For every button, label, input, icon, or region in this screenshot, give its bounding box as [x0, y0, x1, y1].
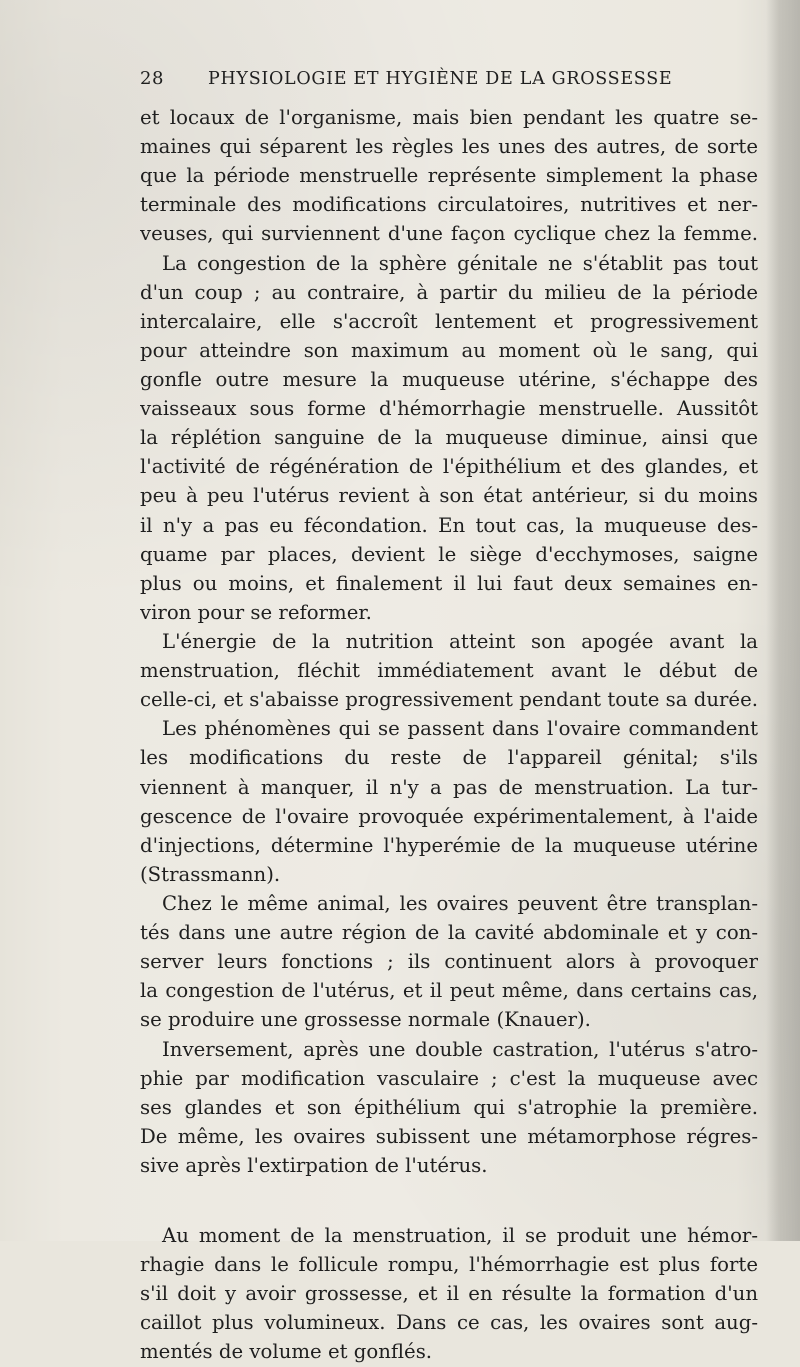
text-line: veuses, qui surviennent d'une façon cyclique chez la femme. — [140, 222, 758, 246]
text-line: viennent à manquer, il n'y a pas de menstruation. La tur- — [140, 775, 758, 799]
text-line: plus ou moins, et finalement il lui faut deux semaines en- — [140, 571, 758, 595]
text-line: rhagie dans le follicule rompu, l'hémorrhagie est plus forte — [140, 1253, 758, 1277]
paragraph-gap — [140, 1180, 758, 1221]
text-line: viron pour se reformer. — [140, 600, 372, 624]
text-line: ses glandes et son épithélium qui s'atrophie la première. — [140, 1095, 758, 1119]
text-line: terminale des modifications circulatoires, nutritives et ner- — [140, 193, 758, 217]
text-line: la réplétion sanguine de la muqueuse diminue, ainsi que — [140, 426, 758, 450]
text-line: celle-ci, et s'abaisse progressivement pendant toute sa durée. — [140, 688, 758, 712]
text-line: la congestion de l'utérus, et il peut même, dans certains cas, — [140, 979, 758, 1003]
paragraph — [140, 889, 758, 1035]
text-line: peu à peu l'utérus revient à son état antérieur, si du moins — [140, 484, 758, 508]
text-line: d'injections, détermine l'hyperémie de la muqueuse utérine — [140, 833, 758, 857]
text-line: d'un coup ; au contraire, à partir du milieu de la période — [140, 280, 758, 304]
text-line: et locaux de l'organisme, mais bien pendant les quatre se- — [140, 106, 758, 129]
page-number: 28 — [140, 68, 164, 89]
text-line: Les phénomènes qui se passent dans l'ovaire commandent — [162, 717, 758, 741]
text-line: mentés de volume et gonflés. — [140, 1340, 433, 1364]
text-line: que la période menstruelle représente simplement la phase — [140, 164, 758, 188]
text-line: Chez le même animal, les ovaires peuvent être transplan- — [162, 891, 758, 915]
text-line: Inversement, après une double castration, l'utérus s'atro- — [162, 1037, 758, 1061]
paragraph — [140, 714, 758, 889]
paragraph — [140, 627, 758, 714]
text-line: sive après l'extirpation de l'utérus. — [140, 1153, 488, 1177]
text-line: gonfle outre mesure la muqueuse utérine, s'échappe des — [140, 367, 758, 391]
text-line: L'énergie de la nutrition atteint son apogée avant la — [162, 629, 758, 653]
text-line: De même, les ovaires subissent une métamorphose régres- — [140, 1124, 758, 1148]
text-line: il n'y a pas eu fécondation. En tout cas, la muqueuse des- — [140, 513, 758, 537]
text-line: caillot plus volumineux. Dans ce cas, les ovaires sont aug- — [140, 1311, 758, 1335]
text-line: l'activité de régénération de l'épithélium et des glandes, et — [140, 455, 758, 479]
text-line: Au moment de la menstruation, il se produit une hémor- — [162, 1224, 758, 1248]
text-line: phie par modification vasculaire ; c'est la muqueuse avec — [140, 1066, 758, 1090]
page-edge-shadow — [766, 0, 800, 1241]
text-line: menstruation, fléchit immédiatement avant le début de — [140, 659, 758, 683]
paragraph — [140, 103, 758, 249]
text-line: les modifications du reste de l'appareil génital; s'ils — [140, 746, 758, 770]
text-line: intercalaire, elle s'accroît lentement et progressivement — [140, 309, 758, 333]
text-line: maines qui séparent les règles les unes des autres, de sorte — [140, 135, 758, 159]
paragraph — [140, 1221, 758, 1367]
paragraph — [140, 1035, 758, 1181]
text-line: tés dans une autre région de la cavité abdominale et y con- — [140, 921, 758, 945]
text-line: server leurs fonctions ; ils continuent alors à provoquer — [140, 950, 758, 974]
text-line: (Strassmann). — [140, 862, 281, 886]
text-line: La congestion de la sphère génitale ne s'établit pas tout — [162, 251, 758, 275]
paragraph — [140, 249, 758, 627]
text-line: s'il doit y avoir grossesse, et il en résulte la formation d'un — [140, 1282, 758, 1306]
text-line: se produire une grossesse normale (Knauer). — [140, 1008, 591, 1032]
text-line: vaisseaux sous forme d'hémorrhagie menstruelle. Aussitôt — [140, 397, 758, 421]
running-title: PHYSIOLOGIE ET HYGIÈNE DE LA GROSSESSE — [208, 69, 673, 89]
text-line: pour atteindre son maximum au moment où le sang, qui — [140, 338, 758, 362]
page-header — [140, 66, 700, 92]
text-line: gescence de l'ovaire provoquée expérimentalement, à l'aide — [140, 804, 758, 828]
body-text — [140, 103, 758, 1367]
text-line: quame par places, devient le siège d'ecchymoses, saigne — [140, 542, 758, 566]
